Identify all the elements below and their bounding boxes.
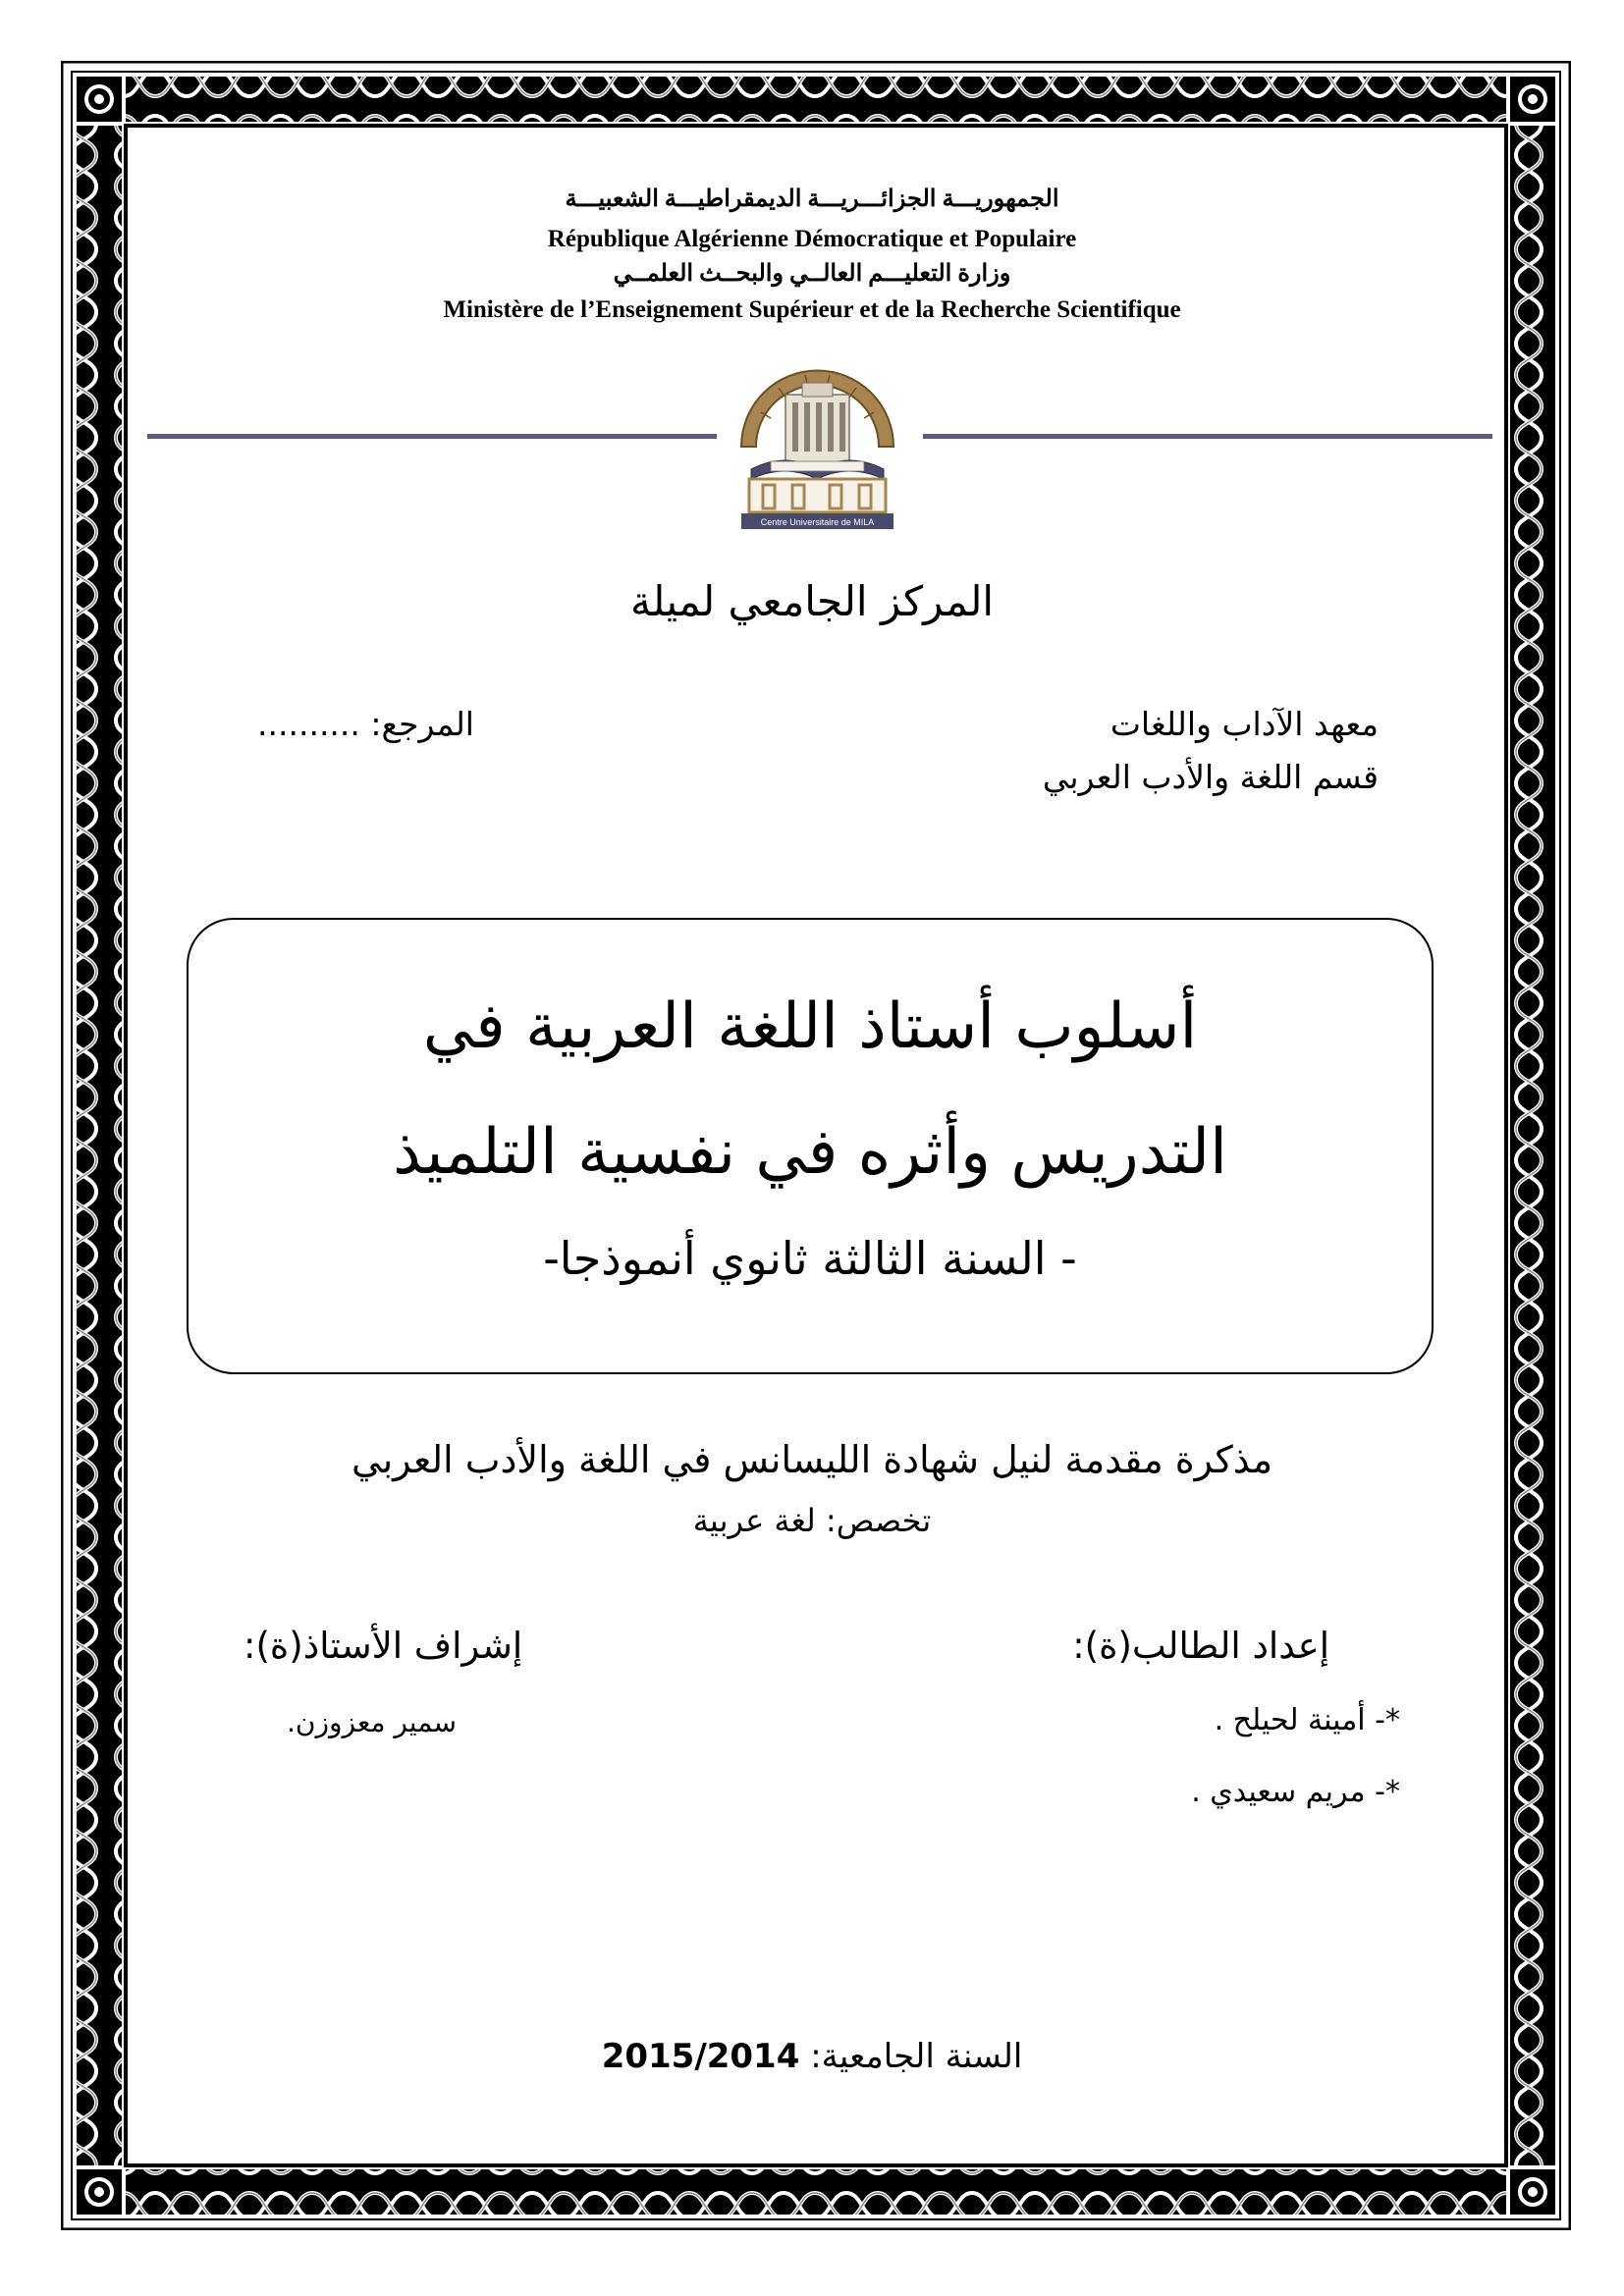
header-ministry-arabic: وزارة التعليـــم العالــي والبحــث العلمــي <box>613 261 1011 287</box>
title-subtitle: - السنة الثالثة ثانوي أنموذجا- <box>543 1232 1077 1285</box>
header-republic-french: République Algérienne Démocratique et Populaire <box>547 226 1077 252</box>
department-name: قسم اللغة والأدب العربي <box>1042 758 1379 796</box>
logo-caption: Centre Universitaire de MILA <box>760 517 875 527</box>
specialty: تخصص: لغة عربية <box>692 1502 932 1539</box>
academic-year-label: السنة الجامعية: <box>810 2037 1023 2076</box>
student-name: *- أمينة لحيلح . <box>1214 1703 1400 1737</box>
header-ministry-french: Ministère de l’Enseignement Supérieur et de la Recherche Scientifique <box>443 296 1181 323</box>
center-name: المركز الجامعي لميلة <box>629 577 995 625</box>
institute-name: معهد الآداب واللغات <box>1110 705 1379 743</box>
preparation-label: إعداد الطالب(ة): <box>1072 1625 1329 1667</box>
university-logo-icon <box>731 353 903 540</box>
thesis-title-box <box>187 918 1434 1374</box>
academic-year-value: 2015/2014 <box>601 2037 800 2076</box>
divider-right <box>923 434 1492 439</box>
divider-left <box>147 434 717 439</box>
academic-year <box>0 2037 1624 2076</box>
supervision-label: إشراف الأستاذ(ة): <box>244 1625 523 1667</box>
title-line-1: أسلوب أستاذ اللغة العربية في <box>422 990 1198 1063</box>
header-republic-arabic: الجمهوريـــة الجزائـــريـــة الديمقراطيـــة الشعبيـــة <box>565 187 1059 212</box>
supervisor-name: سمير معزوزن. <box>287 1706 457 1738</box>
title-line-2: التدريس وأثره في نفسية التلميذ <box>393 1116 1227 1189</box>
memo-description: مذكرة مقدمة لنيل شهادة الليسانس في اللغة والأدب العربي <box>351 1438 1273 1481</box>
student-name: *- مريم سعيدي . <box>1191 1775 1400 1809</box>
reference-field: المرجع: .......... <box>257 705 474 743</box>
